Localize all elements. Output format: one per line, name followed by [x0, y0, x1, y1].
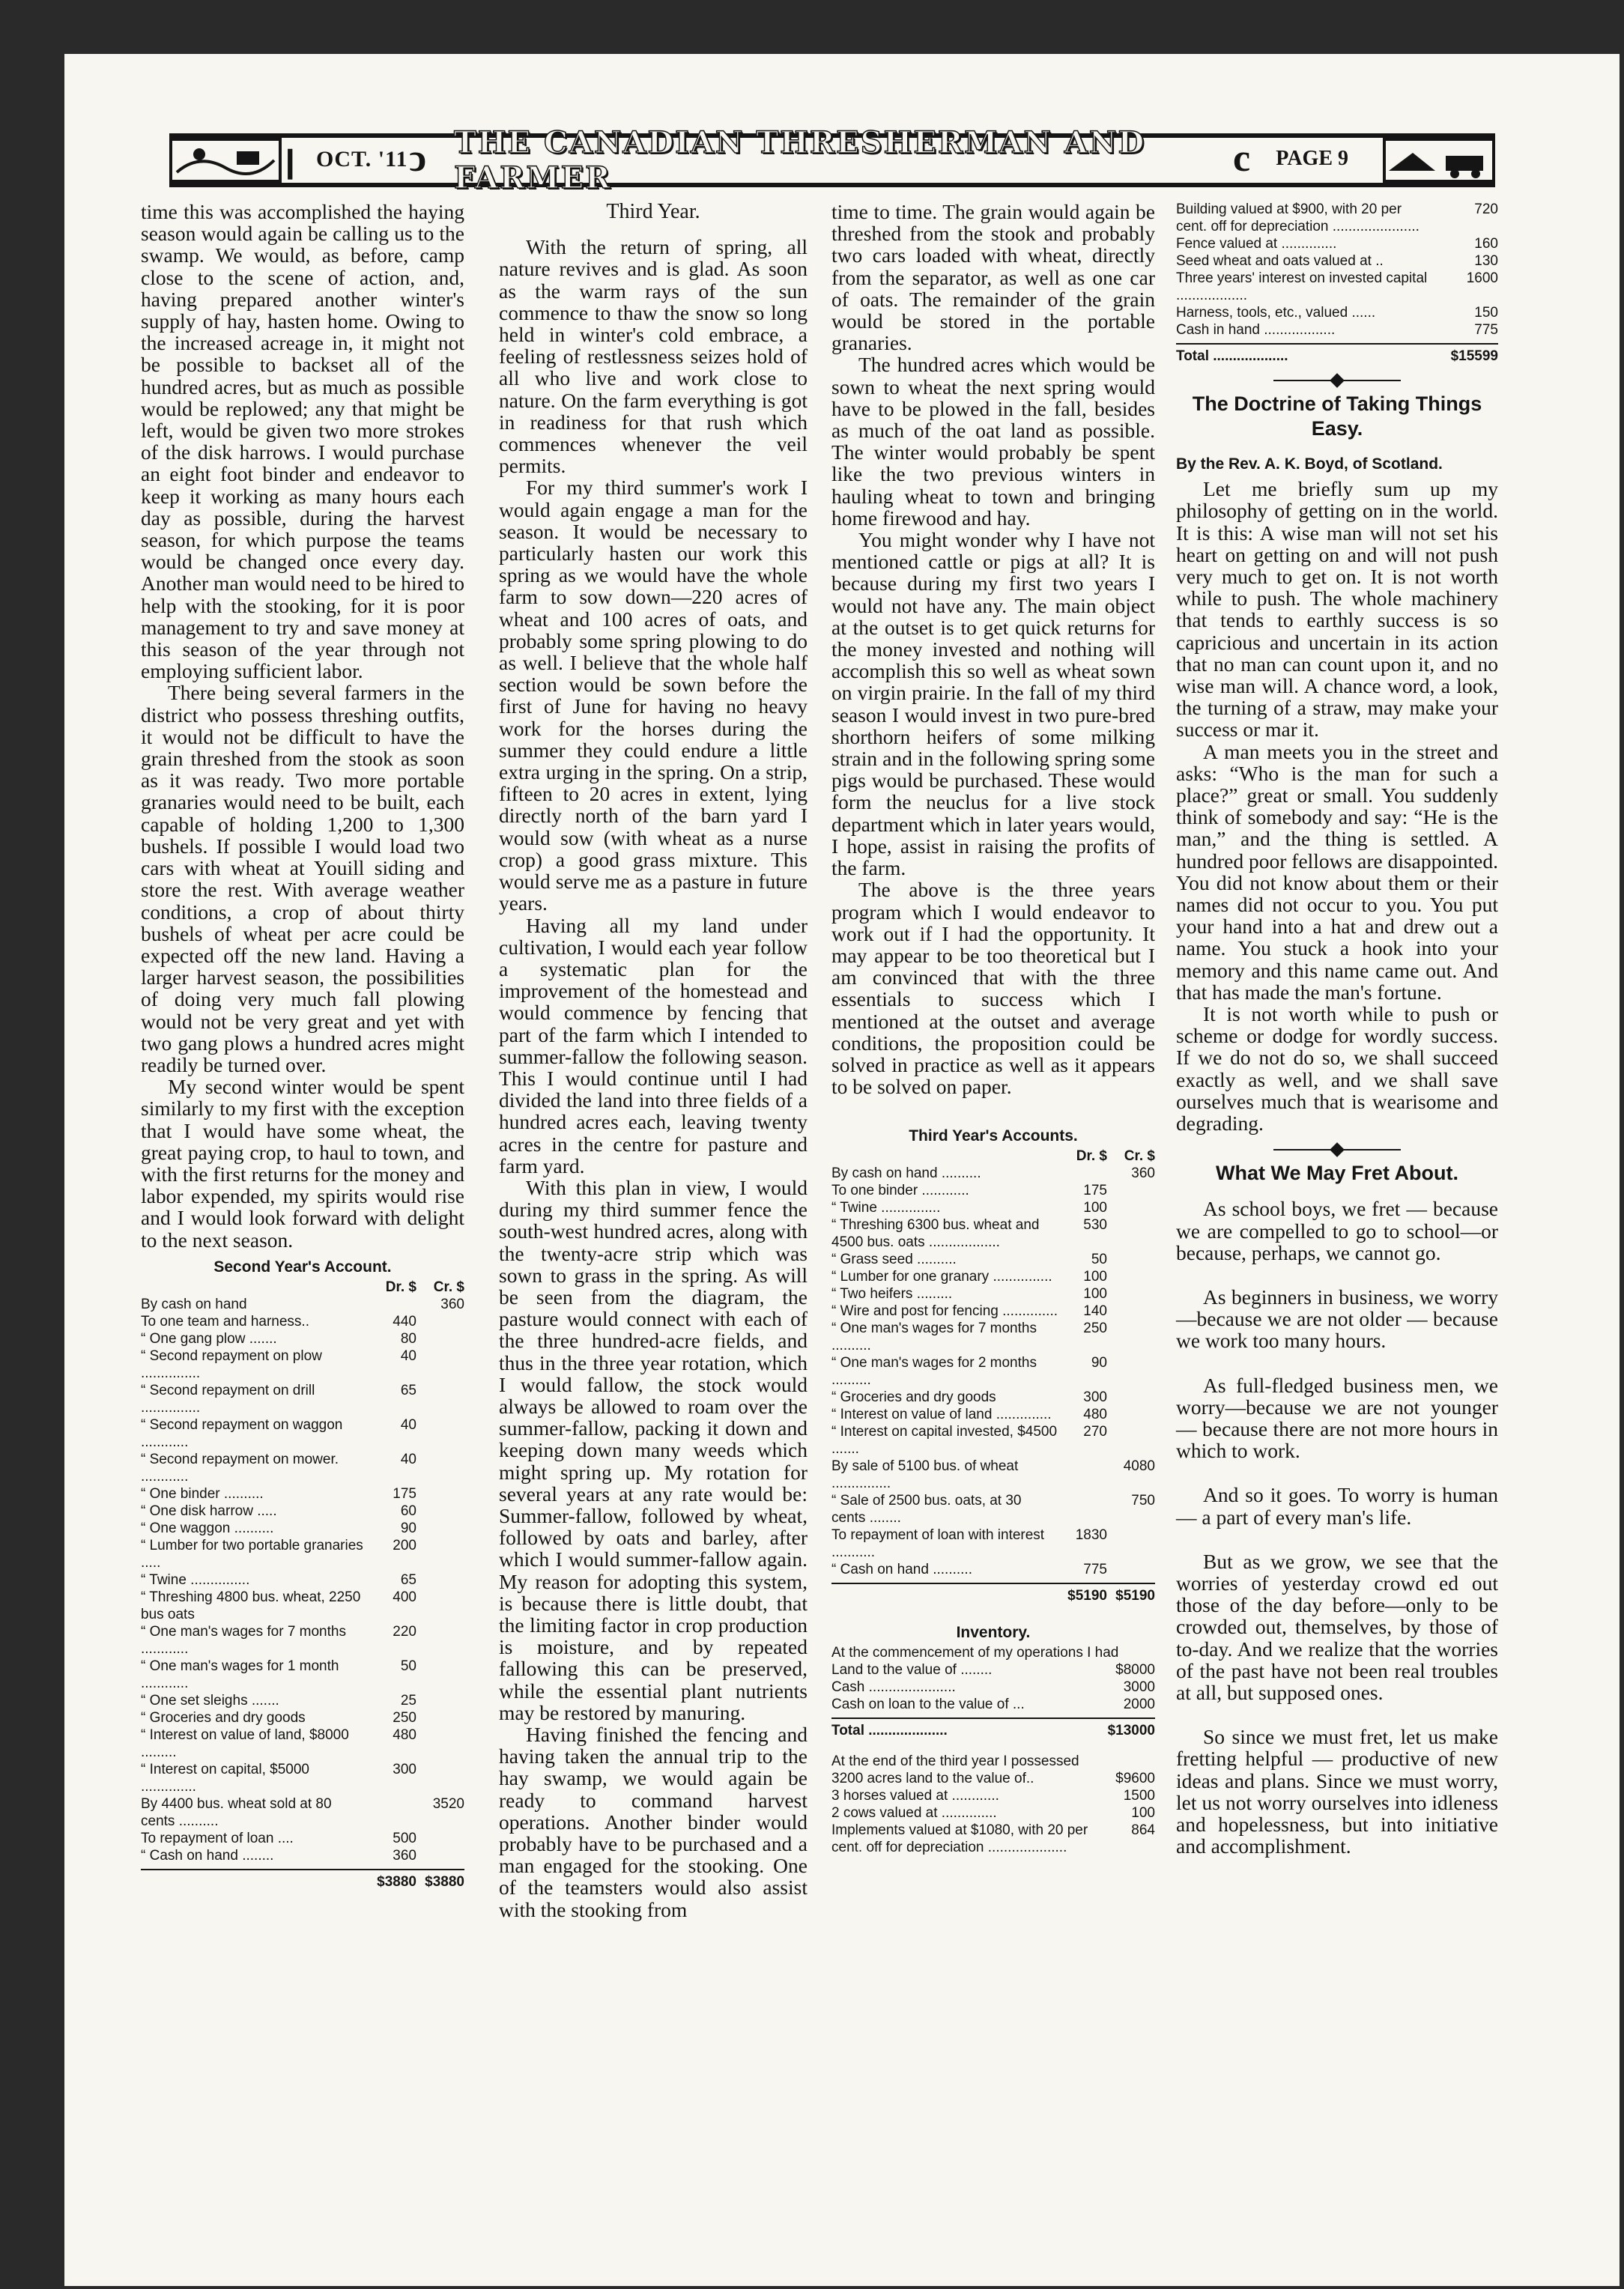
table-row: 2 cows valued at .............. 100 [831, 1805, 1155, 1822]
article-paragraph: A man meets you in the street and asks: “Who is the man for such a place?” great or small. You suddenly think of somebody and say: “He is the man,” and the thing is settled. A hundred poor fellows are disappointed. You did not know about them or their names did not occur to you. You put your hand into a hat and drew out a name. You stuck a hook into your memory and this name came out. And that has made the man's fortune. [1176, 739, 1498, 1004]
table-row: “ Interest on capital invested, $4500 ....... 270 [831, 1424, 1107, 1458]
table-row: “ Threshing 6300 bus. wheat and 4500 bus. oats .................. 530 [831, 1217, 1107, 1251]
section-heading: Third Year. [606, 200, 700, 223]
article-paragraph: time this was accomplished the haying season would again be calling us to the swamp. We would, as before, camp close to the scene of action, and, having prepared another winter's supply of hay, hasten home. Owing to the increased acreage in, it might not be possible to backset all of the hundred acres, but as much as possible would be replowed; any that might be left, would be given two more strokes of the disk harrows. I would purchase an eight foot binder and endeavor to keep it working as many hours each day as possible, during the harvest season, for which purpose the teams would be changed once every day. Another man would need to be hired to help with the stooking, for it is poor management to try and save money at this season of the year through not employing sufficient labor. [141, 200, 464, 683]
article-paragraph: For my third summer's work I would again engage a man for the season. It would be necessary to particularly hasten our work this spring as we would have the whole farm to sow down—220 acres of wheat and 100 acres of oats, and probably some spring plowing to do as well. I believe that the whole half section would be sown before the first of June for having no heavy work for the horses during the summer they could endure a little extra urging in the spring. On a strip, fifteen to 20 acres in extent, lying directly north of the barn yard I would sow (with wheat as a nurse crop) a good grass mixture. This would serve me as a pasture in future years. [499, 476, 808, 915]
inventory-table [831, 1624, 1155, 1856]
article-paragraph: As school boys, we fret — because we are compelled to go to school—or because, perhaps, we cannot go. [1176, 1197, 1498, 1264]
table-row: 3 horses valued at ............ 1500 [831, 1788, 1155, 1804]
article-paragraph: As full-fledged business men, we worry—because we are not younger — because there are not more hours in which to work. [1176, 1373, 1498, 1463]
article-paragraph: Having finished the fencing and having taken the annual trip to the hay swamp, we would again be ready to command harvest operations. Another binder would probably have to be purchased and a man engaged for the stooking. One of the teamsters would also assist with the stooking from [499, 1723, 808, 1921]
table-row: “ Twine ............... 65 [141, 1571, 416, 1588]
table-row: “ One disk harrow ..... 60 [141, 1503, 416, 1519]
column-1 [141, 201, 464, 1891]
article-paragraph: time to time. The grain would again be threshed from the stook and probably two cars loaded with wheat, directly from the separator, as well as one car of oats. The remainder of the grain would be stored in the portable granaries. [831, 200, 1155, 355]
table-row: “ Second repayment on drill ............... 65 [141, 1382, 416, 1416]
bracket-mid-right: c [1233, 137, 1251, 180]
table-row: “ One man's wages for 7 months .......... 250 [831, 1321, 1107, 1354]
table-row: To repayment of loan .... 500 [141, 1830, 416, 1846]
table-row: “ Interest on value of land, $8000 ......... 480 [141, 1726, 416, 1760]
masthead-title: THE CANADIAN THRESHERMAN AND FARMER [454, 125, 1146, 195]
table-row: “ Grass seed .......... 50 [831, 1252, 1107, 1268]
table-total-row: $3880 $3880 [141, 1869, 464, 1891]
bracket-mid-left: ↄ [409, 137, 427, 180]
table-row: “ One man's wages for 7 months ............ 220 [141, 1623, 416, 1657]
article-paragraph: My second winter would be spent similarly to my first with the exception that I would have some wheat, the great paying crop, to haul to town, and with the first returns for the money and labor expended, my spirits would rise and I would look forward with delight to the next season. [141, 1075, 464, 1252]
article-paragraph: Having all my land under cultivation, I would each year follow a systematic plan for the improvement of the homestead and would commence by fencing that part of the farm which I intended to summer-fallow the following season. This I would continue until I had divided the land into three fields of a hundred acres each, leaving twenty acres in the centre for pasture and farm yard. [499, 913, 808, 1177]
table-row: To one binder ............ 175 [831, 1183, 1107, 1199]
table-row: “ Second repayment on waggon ............ 40 [141, 1416, 416, 1450]
article-paragraph: And so it goes. To worry is human — a part of every man's life. [1176, 1483, 1498, 1529]
table-row: “ Groceries and dry goods 300 [831, 1389, 1107, 1406]
table-row: 3200 acres land to the value of.. $9600 [831, 1771, 1155, 1787]
table-row: Three years' interest on invested capital .................. 1600 [1176, 270, 1498, 303]
inventory-intro: At the commencement of my operations I had [831, 1645, 1119, 1661]
table-row: “ Second repayment on plow ............... 40 [141, 1347, 416, 1381]
article-paragraph: The above is the three years program which I would endeavor to work out if I had the opportunity. It may appear to be too theoretical but I am convinced that with the three essentials to success which I mentioned at the outset and average conditions, the proposition could be solved in practice as well as it appears to be solved on paper. [831, 878, 1155, 1099]
bracket-left: ꞁ [285, 137, 296, 180]
issue-date: OCT. '11 [316, 147, 408, 172]
table-row: “ One gang plow ....... 80 [141, 1330, 416, 1347]
article-paragraph: The hundred acres which would be sown to wheat the next spring would have to be plowed in the fall, besides as much of the oat land as possible. The winter would probably be spent like the two previous winters in hauling wheat to town and bringing home firewood and hay. [831, 353, 1155, 530]
table-row: Land to the value of ........ $8000 [831, 1662, 1155, 1679]
column-2 [499, 201, 808, 1920]
article-paragraph: There being several farmers in the district who possess threshing outfits, it would not be difficult to have the grain threshed from the stook as soon as it was ready. Two more portable granaries would need to be built, each capable of holding 1,200 to 1,300 bushels. If possible I would load two cars with wheat at Youill siding and store the rest. With average weather conditions, a crop of about thirty bushels of wheat per acre could be expected off the new land. Having a larger harvest season, the possibilities of doing very much fall plowing would not be very great and yet with two gang plows a hundred acres might readily be turned over. [141, 681, 464, 1076]
table-row: “ One waggon .......... 90 [141, 1520, 416, 1536]
column-4 [1176, 201, 1498, 1879]
table-row: “ One man's wages for 2 months .......... 90 [831, 1355, 1107, 1389]
table-row: “ One man's wages for 1 month ............ 50 [141, 1658, 416, 1691]
table-row: By cash on hand .......... 360 [831, 1165, 1155, 1182]
column-3 [831, 201, 1155, 1856]
table-row: Seed wheat and oats valued at .. 130 [1176, 253, 1498, 269]
article-paragraph: So since we must fret, let us make fretting helpful — productive of new ideas and plans. Since we must worry, let us not worry ourselves into idleness and hopelessness, but into initiative and accomplishment. [1176, 1725, 1498, 1858]
table-row: By sale of 5100 bus. of wheat ............... 4080 [831, 1458, 1155, 1492]
cr-header: Cr. $ [1124, 1148, 1155, 1165]
table-row: “ Groceries and dry goods 250 [141, 1709, 416, 1726]
article-paragraph: With the return of spring, all nature revives and is glad. As soon as the warm rays of the sun commence to thaw the snow so long held in winter's cold embrace, a feeling of restlessness seizes hold of all who live and work close to nature. On the farm everything is got in readiness for that rush which commences whenever the veil permits. [499, 235, 808, 478]
table-row: By cash on hand 360 [141, 1296, 464, 1312]
table-row: Building valued at $900, with 20 per cent. off for depreciation ...................... 720 [1176, 201, 1498, 234]
inventory-total-row: Total .................... $13000 [831, 1717, 1155, 1739]
table-row: Cash on loan to the value of ... 2000 [831, 1697, 1155, 1713]
page-number: PAGE 9 [1276, 147, 1348, 170]
article-headline: The Doctrine of Taking Things Easy. [1192, 392, 1482, 440]
table-row: “ One set sleighs ....... 25 [141, 1692, 416, 1709]
table-row: To repayment of loan with interest ........... 1830 [831, 1527, 1107, 1561]
right-farm-scene-ornament [1383, 138, 1495, 183]
article-paragraph: You might wonder why I have not mentioned cattle or pigs at all? It is because during my first two years I would not have any. The main object at the outset is to get quick returns for the money invested and nothing will accomplish this so well as wheat sown on virgin prairie. In the fall of my third season I would invest in two pure-bred shorthorn heifers of some milking strain and in the following spring some pigs would be purchased. These would form the neuclus for a live stock department which in later years would, I hope, assist in raising the profits of the farm. [831, 528, 1155, 880]
table-row: To one team and harness.. 440 [141, 1313, 416, 1330]
article-paragraph: But as we grow, we see that the worries of yesterday crowd ed out those of the day before—only to be crowded out, themselves, by those of to-day. And we realize that the worries of the past have not been real troubles at all, but supposed ones. [1176, 1549, 1498, 1704]
section-divider [1273, 1149, 1401, 1150]
table-title: Third Year's Accounts. [909, 1127, 1078, 1145]
article-byline: By the Rev. A. K. Boyd, of Scotland. [1176, 455, 1443, 473]
table-row: “ Interest on capital, $5000 .............. 300 [141, 1761, 416, 1795]
left-farm-scene-ornament [169, 138, 282, 183]
dr-header: Dr. $ [385, 1279, 416, 1295]
third-year-account-table [831, 1127, 1155, 1604]
table-row: “ Sale of 2500 bus. oats, at 30 cents ........ 750 [831, 1493, 1155, 1526]
article-paragraph: With this plan in view, I would during my third summer fence the south-west hundred acres, along with the twenty-acre strip which was sown to grass in the spring. As will be seen from the diagram, the pasture would connect with each of the three hundred-acre fields, and thus in the three year rotation, which I would fallow, the stock would always be allowed to roam over the summer-fallow, packing it down and keeping down many weeds which might spring up. My rotation for several years at any rate would be: Summer-fallow, followed by wheat, followed by oats and barley, after which I would summer-fallow again. My reason for adopting this system, is because there is little doubt, that the limiting factor in crop production is moisture, and by repeated fallowing this can be preserved, while the essential plant nutrients may be restored by manuring. [499, 1175, 808, 1724]
table-row: “ One binder .......... 175 [141, 1485, 416, 1502]
table-row: Cash in hand .................. 775 [1176, 322, 1498, 338]
table-row: “ Wire and post for fencing .............. 140 [831, 1303, 1107, 1320]
second-year-account-table [141, 1258, 464, 1891]
cr-header: Cr. $ [433, 1279, 464, 1295]
table-row: “ Second repayment on mower. ............ 40 [141, 1451, 416, 1485]
article-paragraph: As beginners in business, we worry—because we are not older — because we work too many hours. [1176, 1285, 1498, 1353]
table-row: Harness, tools, etc., valued ...... 150 [1176, 305, 1498, 321]
table-row: “ Lumber for one granary ............... 100 [831, 1269, 1107, 1285]
table-row: “ Twine ............... 100 [831, 1200, 1107, 1216]
table-row: “ Two heifers ......... 100 [831, 1286, 1107, 1303]
table-title: Second Year's Account. [213, 1258, 392, 1276]
table-row: “ Lumber for two portable granaries ..... 200 [141, 1537, 416, 1571]
table-row: Implements valued at $1080, with 20 per cent. off for depreciation .................... 864 [831, 1822, 1155, 1856]
table-row: “ Cash on hand ........ 360 [141, 1847, 416, 1864]
masthead-banner [169, 125, 1495, 195]
table-row: By 4400 bus. wheat sold at 80 cents .......... 3520 [141, 1795, 464, 1829]
dr-header: Dr. $ [1076, 1148, 1107, 1165]
inventory-end-intro: At the end of the third year I possessed [831, 1753, 1079, 1770]
article-paragraph: Let me briefly sum up my philosophy of getting on in the world. It is this: A wise man will not set his heart on getting on and will not push very much to get on. It is not worth while to push. The whole machinery that tends to earthly success is so capricious and uncertain in its action that no man can count upon it, and no wise man will. A chance word, a look, the turning of a straw, may make your success or mar it. [1176, 477, 1498, 742]
table-total-row: $5190 $5190 [831, 1583, 1155, 1604]
table-row: “ Cash on hand .......... 775 [831, 1562, 1107, 1578]
article-paragraph: It is not worth while to push or scheme or dodge for wordly success. If we do not do so, we shall succeed exactly as well, and we shall save ourselves much that is wearisome and degrading. [1176, 1002, 1498, 1136]
section-divider [1273, 380, 1401, 381]
table-row: “ Interest on value of land .............. 480 [831, 1407, 1107, 1423]
table-row: Cash ...................... 3000 [831, 1679, 1155, 1696]
table-title: Inventory. [956, 1624, 1031, 1642]
article-headline: What We May Fret About. [1216, 1162, 1458, 1185]
table-row: Fence valued at .............. 160 [1176, 236, 1498, 252]
table-row: “ Threshing 4800 bus. wheat, 2250 bus oats 400 [141, 1589, 416, 1622]
inventory-continued-table [1176, 201, 1498, 365]
inventory-total-row: Total ................... $15599 [1176, 343, 1498, 365]
